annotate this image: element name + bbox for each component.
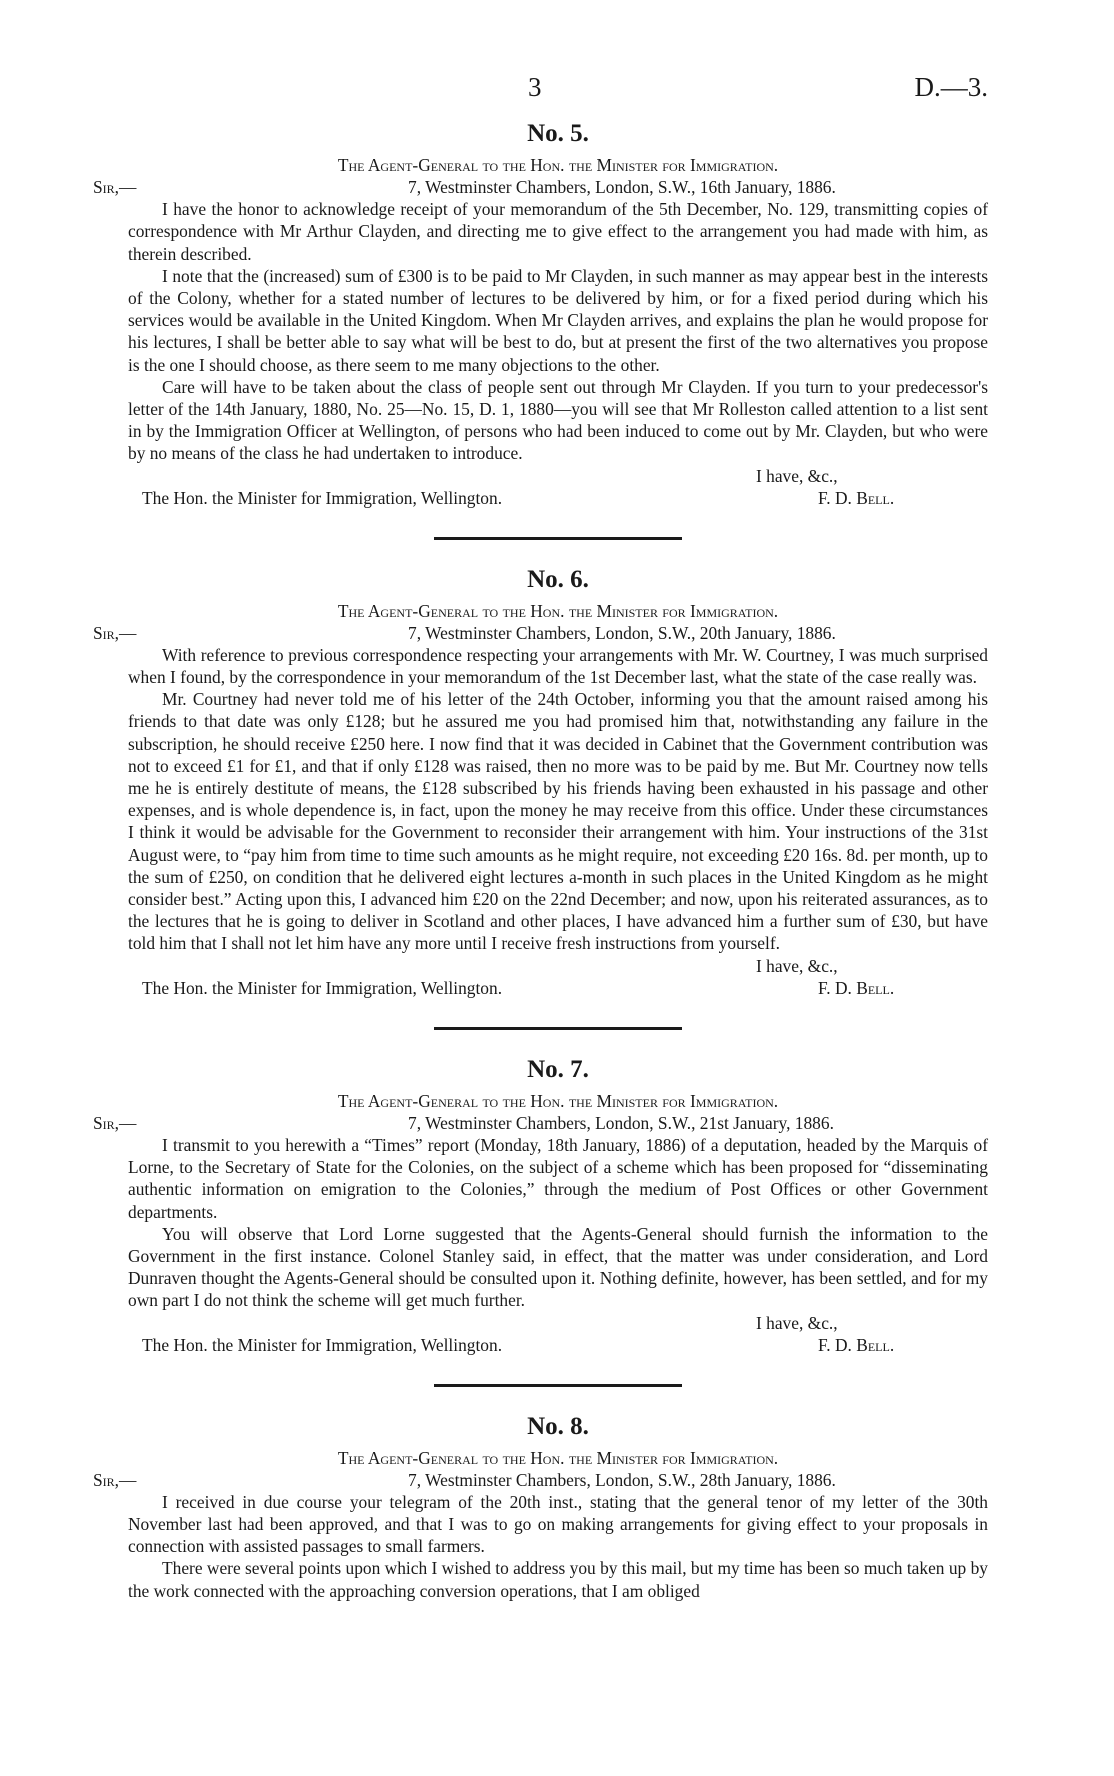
- salutation-line: [93, 1469, 988, 1491]
- place-date: 7, Westminster Chambers, London, S.W., 28th January, 1886.: [408, 1469, 836, 1490]
- closing-phrase: I have, &c.,: [756, 465, 838, 486]
- paragraph: I transmit to you herewith a “Times” report (Monday, 18th January, 1886) of a deputation, headed by the Marquis of Lorne, to the Secretary of State for the Colonies, on the subject of a scheme which has been proposed for “disseminating authentic information on emigration to the Colonies,” through the medium of Post Offices or other Government departments.: [128, 1134, 988, 1222]
- letter-addressee: The Agent-General to the Hon. the Minister for Immigration.: [337, 1090, 779, 1111]
- letter-title: No. 7.: [527, 1055, 589, 1083]
- signature: F. D. Bell.: [818, 487, 895, 508]
- letter-closing: [128, 955, 988, 999]
- paragraph: You will observe that Lord Lorne suggested that the Agents-General should furnish the information to the Government in the first instance. Colonel Stanley said, in effect, that the matter was under consideration, and Lord Dunraven thought the Agents-General should be consulted upon it. Nothing definite, however, has been settled, and for my own part I do not think the scheme will get much further.: [128, 1223, 988, 1311]
- letter-no-7: [93, 1054, 988, 1356]
- paragraph: There were several points upon which I wished to address you by this mail, but my time has been so much taken up by the work connected with the approaching conversion operations, that I am obliged: [128, 1558, 988, 1601]
- section-divider: [434, 1384, 682, 1387]
- closing-phrase: I have, &c.,: [756, 955, 838, 976]
- letters-column: [93, 118, 988, 1602]
- place-date: 7, Westminster Chambers, London, S.W., 16th January, 1886.: [408, 177, 836, 198]
- paragraph: I received in due course your telegram of the 20th inst., stating that the general tenor of my letter of the 30th November last had been approved, and that I was to go on making arrangements for giving effect to your proposals in connection with assisted passages to small farmers.: [128, 1491, 988, 1557]
- letter-addressee: The Agent-General to the Hon. the Minister for Immigration.: [337, 600, 779, 621]
- signature: F. D. Bell.: [818, 977, 895, 998]
- signature: F. D. Bell.: [818, 1334, 895, 1355]
- letter-title: No. 6.: [527, 565, 589, 593]
- salutation-line: [93, 1112, 988, 1134]
- letter-no-5: [93, 118, 988, 509]
- recipient: The Hon. the Minister for Immigration, Wellington.: [142, 1334, 503, 1355]
- salutation: Sir,—: [93, 1112, 137, 1133]
- recipient: The Hon. the Minister for Immigration, Wellington.: [142, 487, 503, 508]
- paragraph: Mr. Courtney had never told me of his letter of the 24th October, informing you that the amount raised among his friends to that date was only £128; but he assured me you had promised him that, notwithstanding any failure in the subscription, he should receive £250 here. I now find that it was decided in Cabinet that the Government contribution was not to exceed £1 for £1, and that if only £128 was raised, then no more was to be paid by me. But Mr. Courtney now tells me he is entirely destitute of means, the £128 subscribed by his friends having been exhausted in his passage and other expenses, and is whole dependence is, in fact, upon the money he may receive from this office. Under these circumstances I think it would be advisable for the Government to reconsider their arrangement with him. Your instructions of the 31st August were, to “pay him from time to time such amounts as he might require, not exceeding £20 16s. 8d. per month, up to the sum of £250, on condition that he delivered eight lectures a-month in such places in the United Kingdom as he might consider best.” Acting upon this, I advanced him £20 on the 22nd December; and now, upon his reiterated assurances, as to the lectures that he is going to deliver in Scotland and other places, I have advanced him a further sum of £30, but have told him that I shall not let him have any more until I receive fresh instructions from yourself.: [128, 689, 988, 954]
- letter-closing: [128, 1312, 988, 1356]
- page-header: [0, 72, 1114, 112]
- letter-addressee: The Agent-General to the Hon. the Minister for Immigration.: [337, 1447, 779, 1468]
- recipient: The Hon. the Minister for Immigration, Wellington.: [142, 977, 503, 998]
- paragraph: I note that the (increased) sum of £300 is to be paid to Mr Clayden, in such manner as may appear best in the interests of the Colony, whether for a stated number of lectures to be delivered by him, or for a fixed period during which his services would be available in the United Kingdom. When Mr Clayden arrives, and explains the plan he would propose for his lectures, I shall be better able to say what will be best to do, but at present the first of the two alternatives you propose is the one I should choose, as there seem to me many objections to the other.: [128, 265, 988, 375]
- page-code: D.—3.: [914, 72, 988, 102]
- paragraph: Care will have to be taken about the class of people sent out through Mr Clayden. If you turn to your predecessor's letter of the 14th January, 1880, No. 25—No. 15, D. 1, 1880—you will see that Mr Rolleston called attention to a list sent in by the Immigration Officer at Wellington, of persons who had been induced to come out by Mr. Clayden, but who were by no means of the class he had undertaken to introduce.: [128, 376, 988, 464]
- paragraph: I have the honor to acknowledge receipt of your memorandum of the 5th December, No. 129, transmitting copies of correspondence with Mr Arthur Clayden, and directing me to give effect to the arrangement you had made with him, as therein described.: [128, 199, 988, 264]
- place-date: 7, Westminster Chambers, London, S.W., 21st January, 1886.: [408, 1112, 834, 1133]
- place-date: 7, Westminster Chambers, London, S.W., 20th January, 1886.: [408, 622, 836, 643]
- paragraph: With reference to previous correspondence respecting your arrangements with Mr. W. Courtney, I was much surprised when I found, by the correspondence in your memorandum of the 1st December last, what the state of the case really was.: [128, 644, 988, 688]
- section-divider: [434, 537, 682, 540]
- closing-phrase: I have, &c.,: [756, 1312, 838, 1333]
- letter-closing: [128, 465, 988, 509]
- section-divider: [434, 1027, 682, 1030]
- letter-no-8: [93, 1411, 988, 1602]
- letter-title: No. 5.: [527, 120, 589, 147]
- letter-addressee: The Agent-General to the Hon. the Minister for Immigration.: [337, 155, 779, 175]
- page-number: 3: [528, 72, 542, 102]
- letter-title: No. 8.: [527, 1412, 589, 1440]
- letter-no-6: [93, 564, 988, 999]
- salutation: Sir,—: [93, 1469, 137, 1490]
- salutation: Sir,—: [93, 177, 137, 198]
- salutation-line: [93, 622, 988, 644]
- salutation: Sir,—: [93, 622, 137, 643]
- salutation-line: [93, 176, 988, 198]
